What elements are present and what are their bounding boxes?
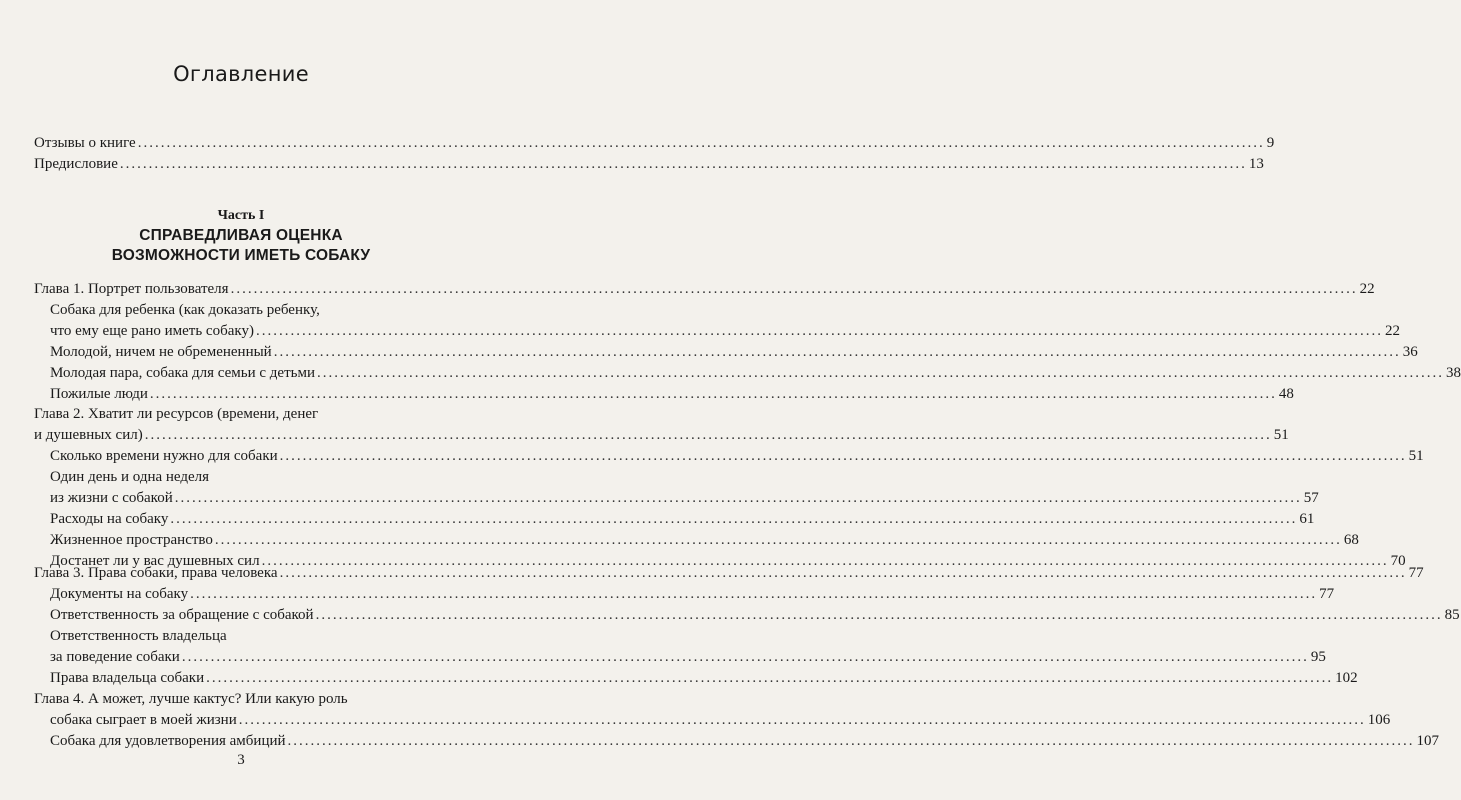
chapter-entry-line	[34, 689, 433, 710]
entry-text: Права владельца собаки	[50, 670, 205, 686]
entry-text: что ему еще рано иметь собаку)	[50, 323, 254, 339]
toc-entry	[34, 509, 1315, 530]
entry-page: 36	[1402, 344, 1418, 360]
chapter-entry	[34, 710, 1391, 731]
leader-dots	[256, 321, 1383, 342]
entry-page: 70	[1390, 553, 1406, 569]
toc-entry	[34, 154, 1264, 175]
entry-text: Глава 4. А может, лучше кактус? Или какую роль	[34, 691, 348, 707]
leader-dots	[170, 509, 1297, 530]
entry-page: 48	[1278, 386, 1294, 402]
entry-text: Расходы на собаку	[50, 511, 169, 527]
toc-entry	[34, 584, 1335, 605]
entry-text: Документы на собаку	[50, 586, 189, 602]
entry-text: Глава 1. Портрет пользователя	[34, 281, 229, 297]
chapter-3	[34, 563, 1460, 689]
leader-dots	[145, 425, 1272, 446]
toc-entry	[34, 668, 1358, 689]
entry-page: 38	[1446, 365, 1461, 381]
leader-dots	[288, 731, 1415, 752]
leader-dots	[239, 710, 1366, 731]
entry-page: 107	[1416, 733, 1440, 749]
chapter-entry	[34, 425, 1289, 446]
entry-page: 57	[1303, 490, 1319, 506]
part-number: Часть I	[217, 208, 265, 223]
toc-title: Оглавление	[173, 62, 309, 86]
toc-entry-line	[34, 300, 433, 321]
leader-dots	[150, 384, 1277, 405]
chapter-entry-line	[34, 404, 433, 425]
leader-dots	[317, 363, 1444, 384]
leader-dots	[138, 133, 1265, 154]
leader-dots	[182, 647, 1309, 668]
entry-text: Глава 3. Права собаки, права человека	[34, 565, 278, 581]
toc-entry	[34, 446, 1424, 467]
leader-dots	[280, 563, 1407, 584]
toc-entry	[34, 731, 1440, 752]
entry-page: 77	[1408, 565, 1424, 581]
entry-text: Ответственность владельца	[50, 628, 227, 644]
entry-text: Один день и одна неделя	[50, 469, 210, 485]
chapter-2	[34, 404, 1424, 572]
leader-dots	[175, 488, 1302, 509]
chapter-entry	[34, 279, 1375, 300]
front-matter	[34, 133, 1275, 175]
toc-entry	[34, 363, 1461, 384]
entry-page: 77	[1319, 586, 1335, 602]
entry-page: 95	[1310, 649, 1326, 665]
leader-dots	[120, 154, 1247, 175]
entry-text: Достанет ли у вас душевных сил	[50, 553, 260, 569]
part-title-line: ВОЗМОЖНОСТИ ИМЕТЬ СОБАКУ	[111, 247, 371, 264]
entry-page: 22	[1384, 323, 1400, 339]
entry-page: 102	[1335, 670, 1358, 686]
toc-entry	[34, 647, 1326, 668]
leader-dots	[274, 342, 1401, 363]
entry-page: 61	[1299, 511, 1315, 527]
entry-text: из жизни с собакой	[50, 490, 173, 506]
entry-text: Жизненное пространство	[50, 532, 213, 548]
entry-text: собака сыграет в моей жизни	[50, 712, 237, 728]
entry-page: 13	[1248, 156, 1264, 172]
entry-page: 51	[1273, 427, 1289, 443]
toc-entry	[34, 342, 1418, 363]
entry-text: Сколько времени нужно для собаки	[50, 448, 278, 464]
entry-text: и душевных сил)	[34, 427, 143, 443]
toc-entry	[34, 488, 1319, 509]
leader-dots	[215, 530, 1342, 551]
entry-page: 85	[1444, 607, 1460, 623]
page-number: 3	[237, 752, 245, 768]
toc-entry	[34, 384, 1294, 405]
toc-entry	[34, 530, 1359, 551]
entry-text: за поведение собаки	[50, 649, 180, 665]
chapter-4	[34, 689, 1440, 752]
part-title-line: СПРАВЕДЛИВАЯ ОЦЕНКА	[139, 227, 343, 244]
entry-text: Молодой, ничем не обремененный	[50, 344, 272, 360]
entry-text: Молодая пара, собака для семьи с детьми	[50, 365, 316, 381]
toc-entry	[34, 133, 1275, 154]
entry-text: Предисловие	[34, 156, 118, 172]
entry-page: 68	[1343, 532, 1359, 548]
entry-page: 22	[1359, 281, 1375, 297]
entry-page: 51	[1408, 448, 1424, 464]
entry-text: Ответственность за обращение с собакой	[50, 607, 314, 623]
leader-dots	[190, 584, 1317, 605]
entry-text: Отзывы о книге	[34, 135, 136, 151]
entry-text: Собака для удовлетворения амбиций	[50, 733, 286, 749]
entry-page: 9	[1266, 135, 1275, 151]
entry-text: Собака для ребенка (как доказать ребенку,	[50, 302, 320, 318]
toc-entry-line	[34, 467, 433, 488]
leader-dots	[206, 668, 1333, 689]
chapter-entry	[34, 563, 1424, 584]
leader-dots	[231, 279, 1358, 300]
entry-text: Глава 2. Хватит ли ресурсов (времени, денег	[34, 406, 319, 422]
part-title	[0, 226, 482, 266]
leader-dots	[316, 605, 1443, 626]
entry-text: Пожилые люди	[50, 386, 148, 402]
toc-entry	[34, 321, 1400, 342]
chapter-1	[34, 279, 1461, 405]
entry-page: 106	[1367, 712, 1391, 728]
leader-dots	[280, 446, 1407, 467]
toc-entry	[34, 605, 1460, 626]
toc-entry-line	[34, 626, 433, 647]
